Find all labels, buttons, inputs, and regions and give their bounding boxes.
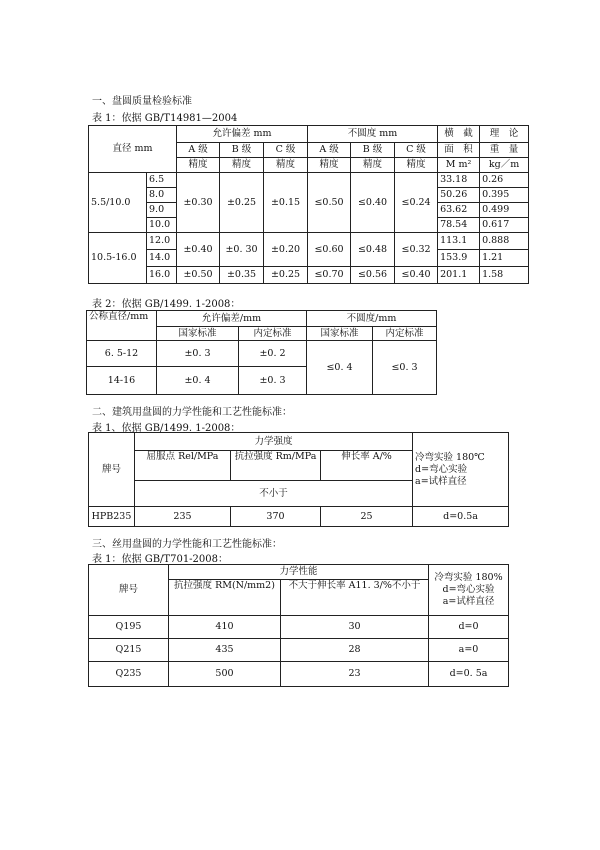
area-header-1: 横 截 — [438, 126, 480, 143]
diameter-header: 直径 mm — [89, 126, 177, 173]
internal-value: ±0. 3 — [239, 367, 307, 395]
section1-table-caption: 表 1：依据 GB/T14981—2004 — [92, 113, 238, 124]
tol-a-cell: ±0.40 — [177, 233, 220, 267]
weight-cell: 0.617 — [480, 218, 529, 233]
national-standard-header: 国家标准 — [157, 327, 239, 341]
tol-b-cell: ±0.35 — [220, 267, 264, 284]
tol-precision-b: 精度 — [220, 158, 264, 173]
ovality-header: 不圆度/mm — [307, 311, 437, 327]
area-cell: 201.1 — [438, 267, 480, 284]
range-10-16: 10.5-16.0 — [89, 233, 147, 284]
bend-value: d=0.5a — [413, 507, 509, 527]
weight-header-1: 理 论 — [480, 126, 529, 143]
grade-cell: Q195 — [89, 616, 169, 639]
ov-a-cell: ≤0.50 — [308, 173, 351, 233]
grade-header: 牌号 — [89, 565, 169, 616]
area-cell: 63.62 — [438, 203, 480, 218]
ovality-header: 不圆度 mm — [308, 126, 438, 143]
section3-title: 二、建筑用盘圆的力学性能和工艺性能标准： — [92, 407, 292, 418]
grade-cell: HPB235 — [89, 507, 135, 527]
tensile-value: 500 — [169, 662, 281, 687]
ovality-internal-value: ≤0. 3 — [373, 341, 437, 395]
cold-bend-line-1: 冷弯实验 180℃ — [415, 451, 485, 463]
cold-bend-line-3: a=试样直径 — [415, 475, 467, 487]
diameter-cell: 12.0 — [147, 233, 177, 250]
tol-b-cell: ±0. 30 — [220, 233, 264, 267]
elongation-value: 23 — [281, 662, 429, 687]
diameter-cell: 16.0 — [147, 267, 177, 284]
weight-header-3: kg／m — [480, 158, 529, 173]
national-value: ±0. 3 — [157, 341, 239, 367]
section4-title: 三、丝用盘圆的力学性能和工艺性能标准： — [92, 539, 282, 550]
tensile-value: 370 — [231, 507, 321, 527]
tol-a-cell: ±0.50 — [177, 267, 220, 284]
weight-cell: 0.499 — [480, 203, 529, 218]
tol-c-cell: ±0.15 — [264, 173, 308, 233]
weight-cell: 0.888 — [480, 233, 529, 250]
cold-bend-header — [413, 433, 509, 507]
tol-a-cell: ±0.30 — [177, 173, 220, 233]
elongation-header: 不大于伸长率 A11. 3/%不小于 — [281, 580, 429, 616]
ov-c-cell: ≤0.40 — [395, 267, 438, 284]
national-value: ±0. 4 — [157, 367, 239, 395]
ov-c-cell: ≤0.24 — [395, 173, 438, 233]
bend-value: d=0 — [429, 616, 509, 639]
internal-standard-header: 内定标准 — [239, 327, 307, 341]
cold-bend-line-3: a=试样直径 — [442, 596, 495, 607]
tensile-value: 435 — [169, 639, 281, 662]
ov-a-cell: ≤0.60 — [308, 233, 351, 267]
elongation-header: 伸长率 A/% — [321, 451, 413, 481]
section4-table-caption: 表 1：依据 GB/T701-2008： — [92, 554, 229, 565]
internal-standard-header: 内定标准 — [373, 327, 437, 341]
nominal-diameter-header: 公称直径/mm — [87, 311, 157, 341]
elongation-value: 25 — [321, 507, 413, 527]
weight-cell: 0.26 — [480, 173, 529, 188]
diameter-cell: 8.0 — [147, 188, 177, 203]
elongation-value: 28 — [281, 639, 429, 662]
area-cell: 50.26 — [438, 188, 480, 203]
tensile-value: 410 — [169, 616, 281, 639]
tol-precision-a: 精度 — [177, 158, 220, 173]
ov-grade-c: C 级 — [395, 143, 438, 158]
tol-grade-c: C 级 — [264, 143, 308, 158]
mechanical-strength-header: 力学强度 — [135, 433, 413, 451]
diameter-cell: 6. 5-12 — [87, 341, 157, 367]
tol-grade-a: A 级 — [177, 143, 220, 158]
grade-cell: Q235 — [89, 662, 169, 687]
tensile-strength-header: 抗拉强度 Rm/MPa — [231, 451, 321, 481]
cold-bend-line-2: d=弯心实验 — [442, 584, 495, 595]
ovality-national-value: ≤0. 4 — [307, 341, 373, 395]
ov-a-cell: ≤0.70 — [308, 267, 351, 284]
cold-bend-line-1: 冷弯实验 180% — [434, 572, 503, 583]
ov-b-cell: ≤0.48 — [351, 233, 395, 267]
bend-value: a=0 — [429, 639, 509, 662]
tolerance-standard-table — [86, 310, 437, 395]
ov-precision-c: 精度 — [395, 158, 438, 173]
ov-grade-b: B 级 — [351, 143, 395, 158]
bend-value: d=0. 5a — [429, 662, 509, 687]
tolerance-header: 允许偏差/mm — [157, 311, 307, 327]
ov-c-cell: ≤0.32 — [395, 233, 438, 267]
cold-bend-line-2: d=弯心实验 — [415, 463, 468, 475]
yield-point-header: 屈服点 Rel/MPa — [135, 451, 231, 481]
section1-title: 一、盘圆质量检验标准 — [92, 96, 192, 107]
wire-coil-table — [88, 564, 509, 687]
area-header-2: 面 积 — [438, 143, 480, 158]
ov-precision-a: 精度 — [308, 158, 351, 173]
ov-b-cell: ≤0.56 — [351, 267, 395, 284]
tol-b-cell: ±0.25 — [220, 173, 264, 233]
weight-header-2: 重 量 — [480, 143, 529, 158]
tol-grade-b: B 级 — [220, 143, 264, 158]
mechanical-properties-header: 力学性能 — [169, 565, 429, 580]
area-cell: 33.18 — [438, 173, 480, 188]
ov-precision-b: 精度 — [351, 158, 395, 173]
tol-precision-c: 精度 — [264, 158, 308, 173]
ov-b-cell: ≤0.40 — [351, 173, 395, 233]
diameter-cell: 14.0 — [147, 250, 177, 267]
area-cell: 78.54 — [438, 218, 480, 233]
range-5-10: 5.5/10.0 — [89, 173, 147, 233]
tol-c-cell: ±0.20 — [264, 233, 308, 267]
coil-quality-table — [88, 125, 529, 284]
grade-header: 牌号 — [89, 433, 135, 507]
cold-bend-header — [429, 565, 509, 616]
tolerance-header: 允许偏差 mm — [177, 126, 308, 143]
weight-cell: 1.58 — [480, 267, 529, 284]
diameter-cell: 10.0 — [147, 218, 177, 233]
yield-value: 235 — [135, 507, 231, 527]
weight-cell: 1.21 — [480, 250, 529, 267]
national-standard-header: 国家标准 — [307, 327, 373, 341]
ov-grade-a: A 级 — [308, 143, 351, 158]
diameter-cell: 6.5 — [147, 173, 177, 188]
diameter-cell: 9.0 — [147, 203, 177, 218]
grade-cell: Q215 — [89, 639, 169, 662]
not-less-than-label: 不小于 — [135, 481, 413, 507]
elongation-value: 30 — [281, 616, 429, 639]
section3-table-caption: 表 1、依据 GB/1499. 1-2008： — [92, 423, 241, 434]
section2-table-caption: 表 2：依据 GB/1499. 1-2008： — [92, 299, 241, 310]
tensile-strength-header: 抗拉强度 RM(N/mm2) — [169, 580, 281, 616]
area-cell: 153.9 — [438, 250, 480, 267]
internal-value: ±0. 2 — [239, 341, 307, 367]
construction-coil-table — [88, 432, 509, 527]
area-header-3: M m² — [438, 158, 480, 173]
area-cell: 113.1 — [438, 233, 480, 250]
tol-c-cell: ±0.25 — [264, 267, 308, 284]
diameter-cell: 14-16 — [87, 367, 157, 395]
weight-cell: 0.395 — [480, 188, 529, 203]
